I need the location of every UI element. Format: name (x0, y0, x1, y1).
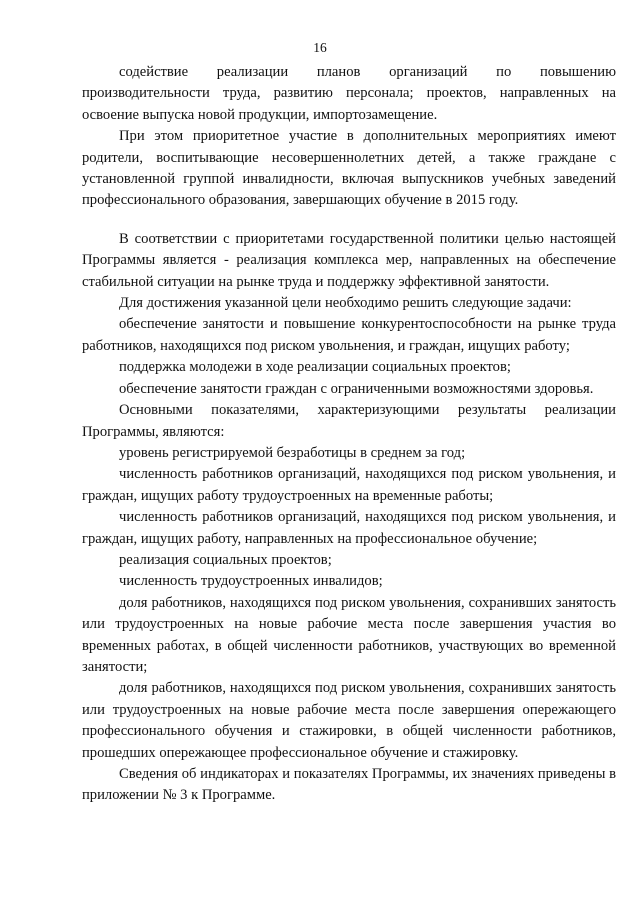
paragraph-indicator-social-projects: реализация социальных проектов; (119, 551, 332, 568)
paragraph-task-youth: поддержка молодежи в ходе реализации социальных проектов; (119, 359, 511, 376)
paragraph-indicator-training: численность работников организаций, находящихся под риском увольнения, и граждан, ищущих работу, направленных на профессиональное обучение; (82, 509, 616, 547)
paragraph-indicator-unemployment: уровень регистрируемой безработицы в среднем за год; (119, 444, 466, 461)
paragraph-task-employment: обеспечение занятости и повышение конкурентоспособности на рынке труда работников, находящихся под риском увольнения, и граждан, ищущих работу; (82, 316, 616, 354)
paragraph-task-disabled: обеспечение занятости граждан с ограниченными возможностями здоровья. (119, 380, 594, 397)
paragraph-indicator-share-training: доля работников, находящихся под риском увольнения, сохранивших занятость или трудоустроенных на новые рабочие места после завершения опережающего профессионального обучения и стажировки, в общей численности работников, прошедших опережающее профессиональное обучение и стажировку. (82, 680, 616, 761)
page-number: 16 (313, 40, 327, 55)
paragraph-indicator-share-temporary: доля работников, находящихся под риском увольнения, сохранивших занятость или трудоустроенных на новые рабочие места после завершения участия во временных работах, в общей численности работников, участвующих во временной занятости; (82, 594, 616, 675)
paragraph-priority-participants: При этом приоритетное участие в дополнительных мероприятиях имеют родители, воспитывающие несовершеннолетних детей, а также граждане с установленной группой инвалидности, включая выпускников учебных заведений профессионального образования, завершающих обучение в 2015 году. (82, 128, 616, 209)
paragraph-program-goal: В соответствии с приоритетами государственной политики целью настоящей Программы является - реализация комплекса мер, направленных на обеспечение стабильной ситуации на рынке труда и поддержку эффективной занятости. (82, 230, 616, 290)
paragraph-tasks-intro: Для достижения указанной цели необходимо решить следующие задачи: (119, 295, 572, 312)
paragraph-indicators-intro: Основными показателями, характеризующими результаты реализации Программы, являются: (82, 402, 616, 440)
paragraph-indicator-disabled-employed: численность трудоустроенных инвалидов; (119, 573, 383, 590)
document-body (82, 62, 616, 807)
paragraph-continuation-support: содействие реализации планов организаций по повышению производительности труда, развитию персонала; проектов, направленных на освоение выпуска новой продукции, импортозамещение. (82, 64, 616, 123)
paragraph-indicator-temporary-work: численность работников организаций, находящихся под риском увольнения, и граждан, ищущих работу трудоустроенных на временные работы; (82, 466, 616, 504)
paragraph-appendix-reference: Сведения об индикаторах и показателях Программы, их значениях приведены в приложении № 3 к Программе. (82, 766, 616, 804)
